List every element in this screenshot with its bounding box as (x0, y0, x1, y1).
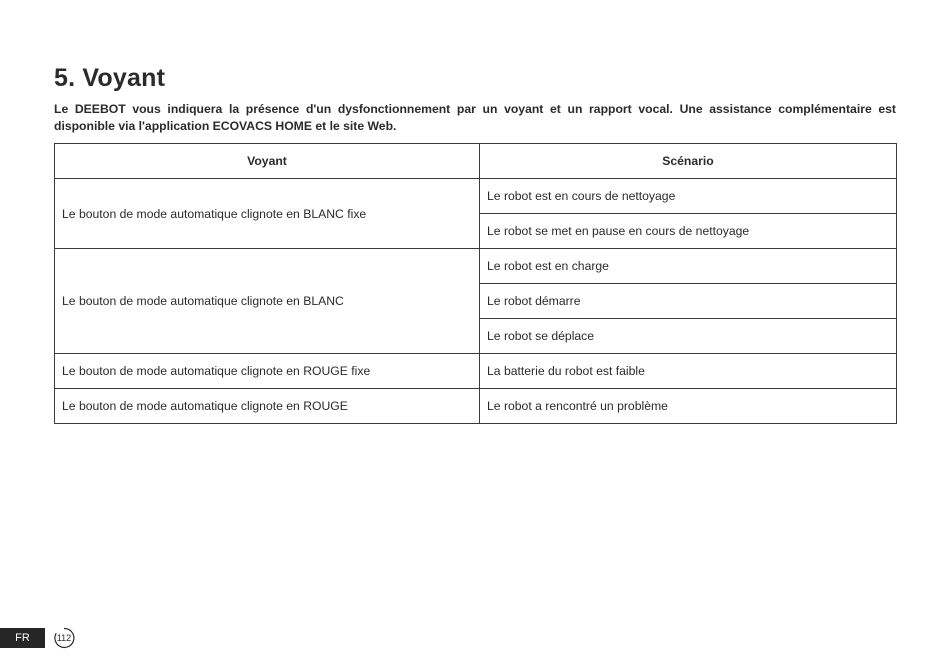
scenario-cell: Le robot est en charge (480, 249, 897, 284)
header-voyant: Voyant (55, 144, 480, 179)
scenario-cell: Le robot a rencontré un problème (480, 389, 897, 424)
language-badge: FR (0, 628, 45, 648)
scenario-cell: La batterie du robot est faible (480, 354, 897, 389)
page-number-badge (53, 627, 75, 649)
table-row (55, 389, 897, 424)
table-row (55, 354, 897, 389)
voyant-cell: Le bouton de mode automatique clignote en ROUGE fixe (55, 354, 480, 389)
page-title: 5. Voyant (54, 64, 166, 92)
header-scenario: Scénario (480, 144, 897, 179)
scenario-cell: Le robot est en cours de nettoyage (480, 179, 897, 214)
scenario-cell: Le robot se déplace (480, 319, 897, 354)
scenario-cell: Le robot se met en pause en cours de nettoyage (480, 214, 897, 249)
indicator-table (54, 143, 897, 424)
table-row (55, 179, 897, 214)
scenario-cell: Le robot démarre (480, 284, 897, 319)
intro-paragraph: Le DEEBOT vous indiquera la présence d'un dysfonctionnement par un voyant et un rapport vocal. Une assistance complémentaire est disponible via l'application ECOVACS HOME et le site Web. (54, 102, 896, 133)
page-number: 112 (56, 633, 72, 643)
voyant-cell: Le bouton de mode automatique clignote en ROUGE (55, 389, 480, 424)
voyant-cell: Le bouton de mode automatique clignote en BLANC (55, 249, 480, 354)
table-row (55, 249, 897, 284)
voyant-cell: Le bouton de mode automatique clignote en BLANC fixe (55, 179, 480, 249)
table-header-row (55, 144, 897, 179)
